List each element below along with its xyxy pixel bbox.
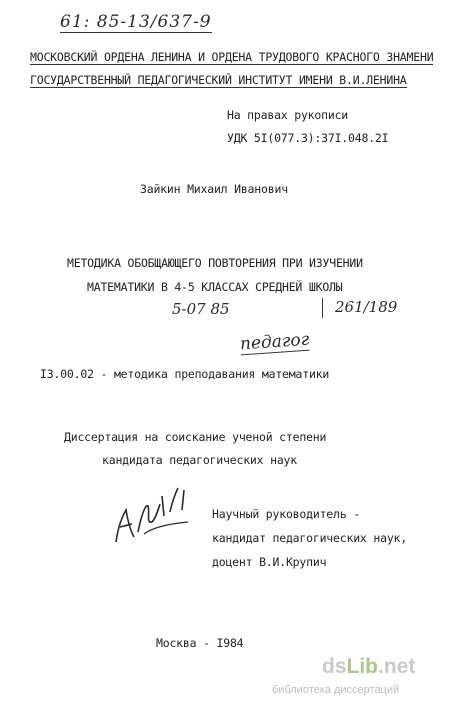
institution-line-1: МОСКОВСКИЙ ОРДЕНА ЛЕНИНА И ОРДЕНА ТРУДОВОГО КРАСНОГО ЗНАМЕНИ bbox=[30, 50, 434, 64]
supervisor-line-3: доцент В.И.Крупич bbox=[212, 555, 327, 569]
date-mark-handwritten: 5-07 85 bbox=[172, 300, 230, 318]
supervisor-line-2: кандидат педагогических наук, bbox=[212, 531, 407, 545]
supervisor-line-1: Научный руководитель - bbox=[212, 507, 360, 521]
institution-line-2: ГОСУДАРСТВЕННЫЙ ПЕДАГОГИЧЕСКИЙ ИНСТИТУТ ИМЕНИ В.И.ЛЕНИНА bbox=[30, 73, 407, 87]
manuscript-rights: На правах рукописи bbox=[227, 108, 349, 122]
title-line-2: МАТЕМАТИКИ В 4-5 КЛАССАХ СРЕДНЕЙ ШКОЛЫ bbox=[87, 280, 343, 294]
signature-handwritten bbox=[108, 482, 198, 552]
title-line-1: МЕТОДИКА ОБОБЩАЮЩЕГО ПОВТОРЕНИЯ ПРИ ИЗУЧЕНИИ bbox=[67, 256, 363, 270]
catalog-number-handwritten: 61: 85-13/637-9 bbox=[60, 12, 212, 32]
registry-number-handwritten: 261/189 bbox=[335, 298, 398, 316]
dissertation-line-1: Диссертация на соискание ученой степени bbox=[64, 430, 327, 444]
place-and-year: Москва - I984 bbox=[156, 636, 244, 650]
stamp-word-handwritten: педагог bbox=[239, 329, 310, 355]
watermark-subtitle: библиотека диссертаций bbox=[272, 684, 400, 696]
specialty-code: I3.00.02 - методика преподавания математики bbox=[40, 367, 330, 381]
udc-code: УДК 5I(077.3):37I.048.2I bbox=[227, 131, 389, 145]
author-name: Зайкин Михаил Иванович bbox=[140, 182, 288, 196]
watermark-logo: dsLib.net bbox=[322, 655, 416, 678]
dissertation-line-2: кандидата педагогических наук bbox=[102, 453, 297, 467]
